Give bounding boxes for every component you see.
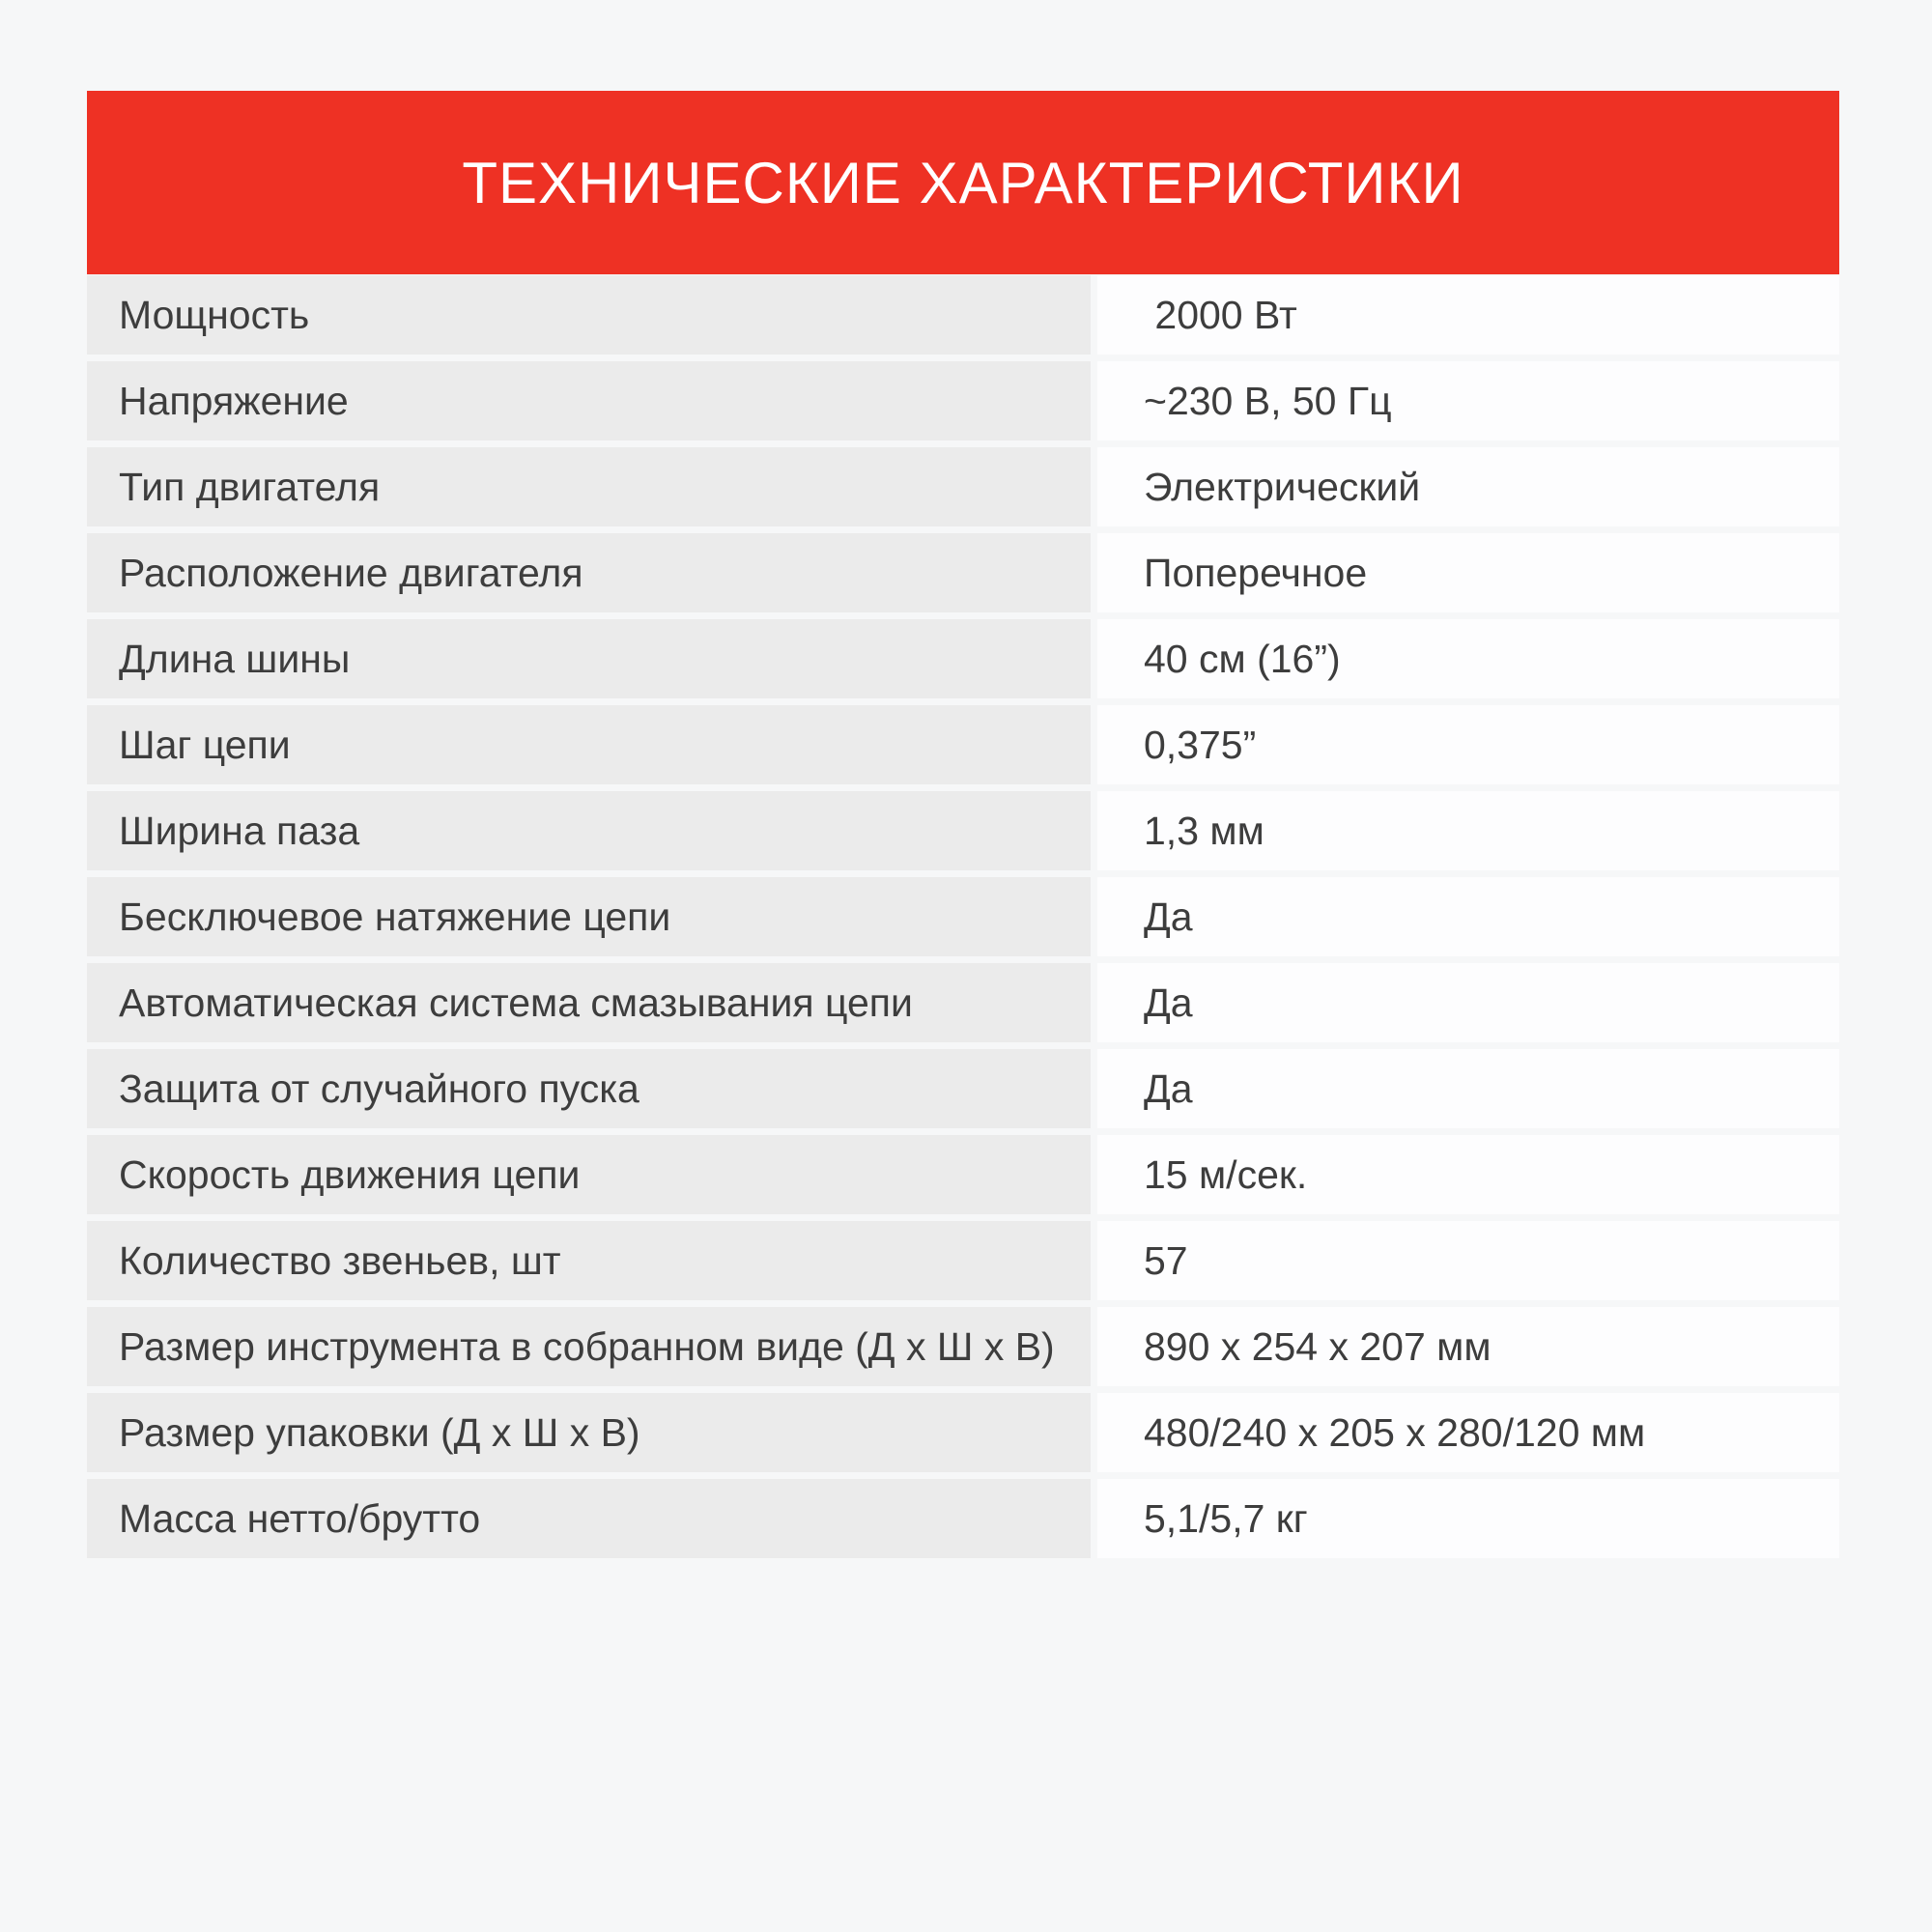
spec-value: Да	[1097, 1049, 1839, 1128]
spec-label: Масса нетто/брутто	[87, 1479, 1091, 1558]
spec-label: Длина шины	[87, 619, 1091, 698]
spec-label: Напряжение	[87, 361, 1091, 440]
table-row	[87, 533, 1839, 612]
spec-value: ~230 В, 50 Гц	[1097, 361, 1839, 440]
spec-label: Защита от случайного пуска	[87, 1049, 1091, 1128]
spec-label: Размер инструмента в собранном виде (Д х Ш х В)	[87, 1307, 1091, 1386]
spec-value: 1,3 мм	[1097, 791, 1839, 870]
spec-label: Мощность	[87, 275, 1091, 355]
table-row	[87, 361, 1839, 440]
spec-label: Скорость движения цепи	[87, 1135, 1091, 1214]
table-header	[87, 91, 1839, 274]
spec-value: Электрический	[1097, 447, 1839, 526]
spec-label: Тип двигателя	[87, 447, 1091, 526]
spec-value: 2000 Вт	[1097, 275, 1839, 355]
table-row	[87, 619, 1839, 698]
table-row	[87, 1479, 1839, 1558]
spec-value: 40 см (16”)	[1097, 619, 1839, 698]
table-row	[87, 1135, 1839, 1214]
spec-value: 5,1/5,7 кг	[1097, 1479, 1839, 1558]
spec-label: Расположение двигателя	[87, 533, 1091, 612]
spec-table	[87, 91, 1839, 1558]
table-row	[87, 275, 1839, 355]
spec-label: Размер упаковки (Д х Ш х В)	[87, 1393, 1091, 1472]
spec-value: Поперечное	[1097, 533, 1839, 612]
table-title: ТЕХНИЧЕСКИЕ ХАРАКТЕРИСТИКИ	[462, 150, 1464, 215]
spec-value: 480/240 х 205 х 280/120 мм	[1097, 1393, 1839, 1472]
spec-label: Количество звеньев, шт	[87, 1221, 1091, 1300]
spec-label: Бесключевое натяжение цепи	[87, 877, 1091, 956]
spec-label: Шаг цепи	[87, 705, 1091, 784]
spec-label: Ширина паза	[87, 791, 1091, 870]
spec-rows	[87, 275, 1839, 1558]
table-row	[87, 877, 1839, 956]
spec-value: 15 м/сек.	[1097, 1135, 1839, 1214]
spec-value: Да	[1097, 877, 1839, 956]
table-row	[87, 705, 1839, 784]
table-row	[87, 1307, 1839, 1386]
table-row	[87, 447, 1839, 526]
table-row	[87, 963, 1839, 1042]
spec-value: 890 х 254 х 207 мм	[1097, 1307, 1839, 1386]
spec-value: Да	[1097, 963, 1839, 1042]
spec-value: 0,375”	[1097, 705, 1839, 784]
spec-value: 57	[1097, 1221, 1839, 1300]
spec-label: Автоматическая система смазывания цепи	[87, 963, 1091, 1042]
table-row	[87, 1393, 1839, 1472]
table-row	[87, 791, 1839, 870]
table-row	[87, 1049, 1839, 1128]
table-row	[87, 1221, 1839, 1300]
